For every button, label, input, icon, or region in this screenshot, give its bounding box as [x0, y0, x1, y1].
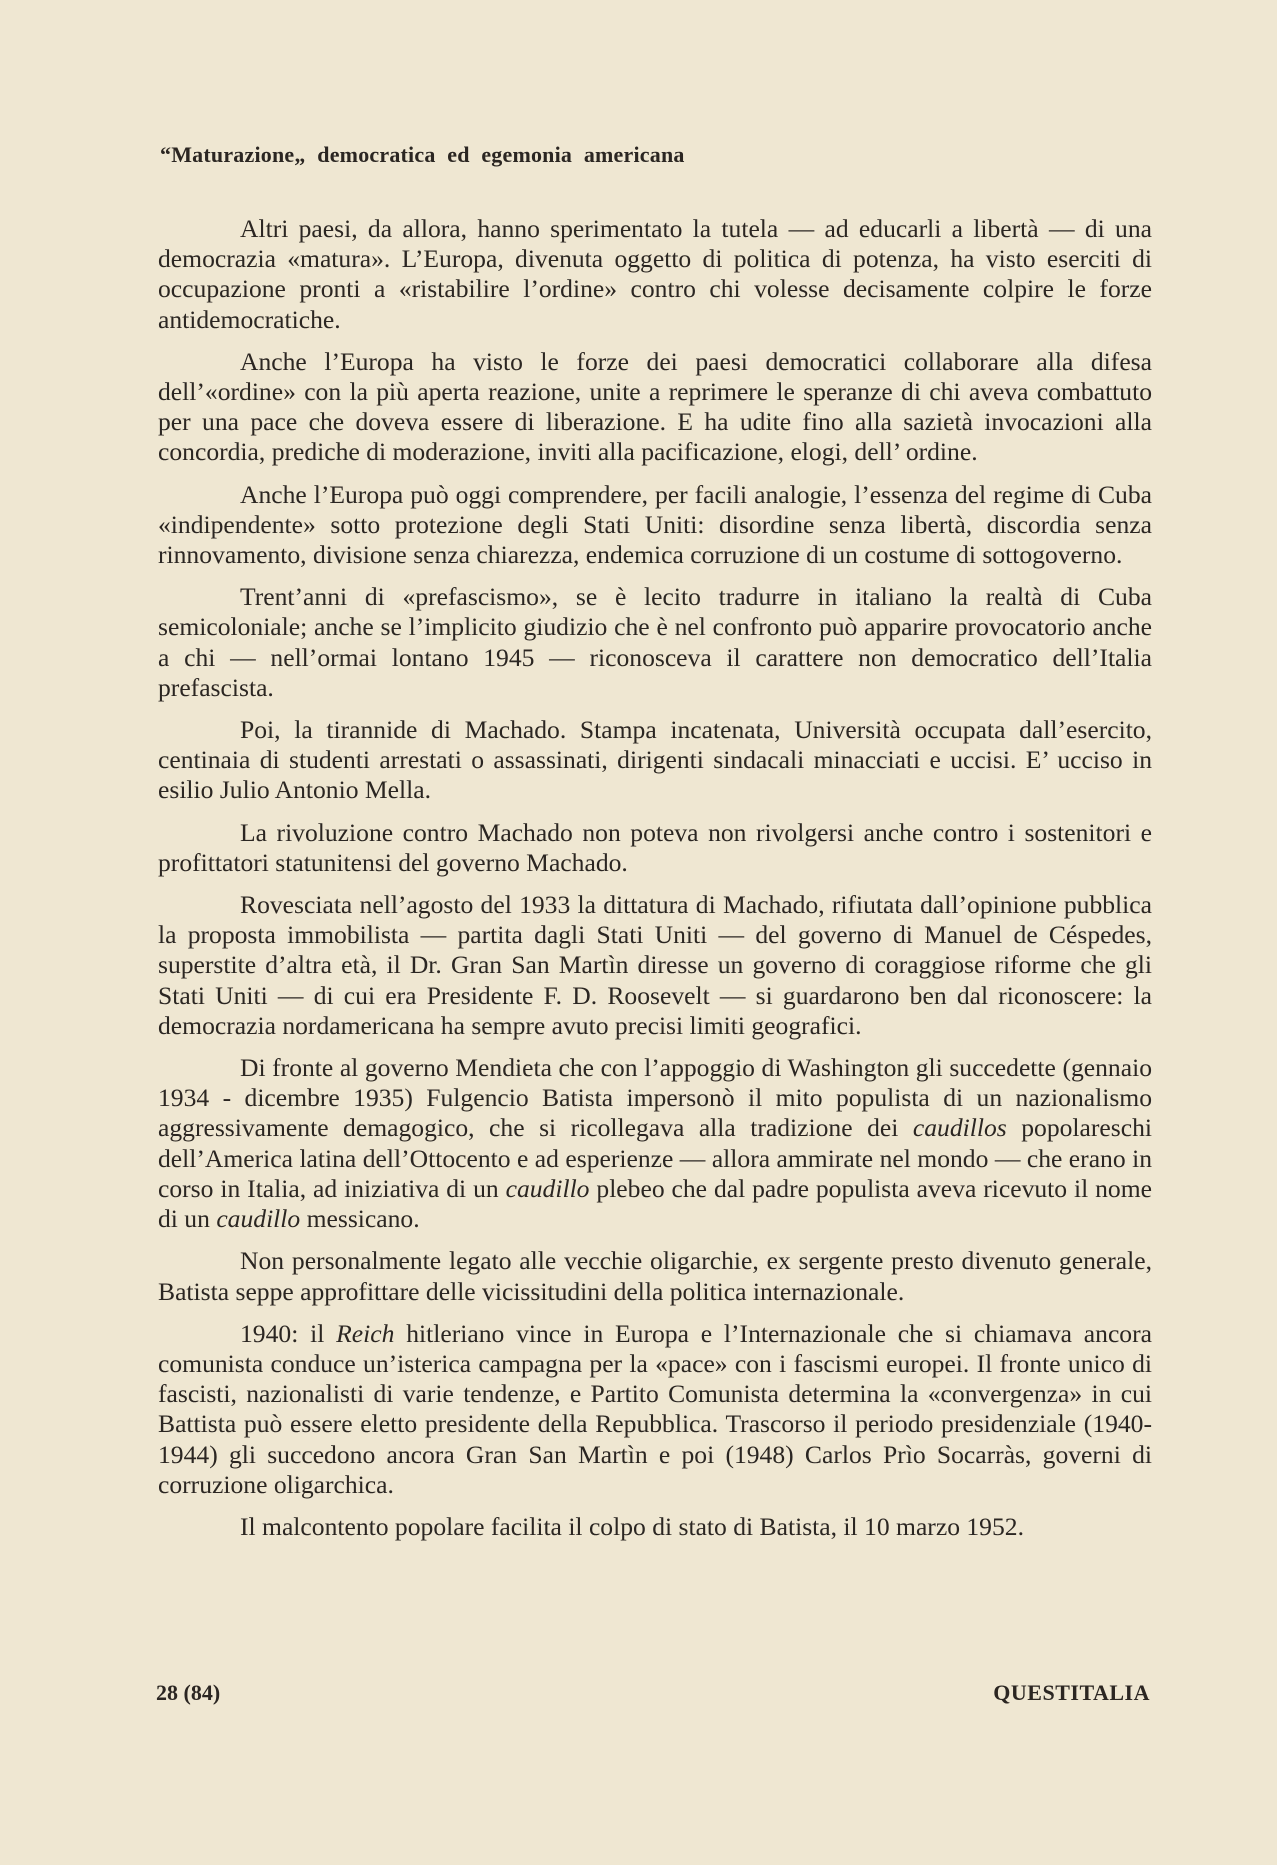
italic-term: Reich — [336, 1318, 395, 1348]
journal-name: QUESTITALIA — [993, 1680, 1150, 1705]
paragraph-10-text-1: 1940: il — [240, 1318, 337, 1348]
paragraph-4: Trent’anni di «prefascismo», se è lecito tradurre in italiano la realtà di Cuba semicoloniale; anche se l’implicito giudizio che è nel confronto può apparire provocatorio anche a chi — nell’ormai lontano 1945 — riconosceva il carattere non democratico dell’Italia prefascista. — [158, 582, 1152, 702]
paragraph-7: Rovesciata nell’agosto del 1933 la dittatura di Machado, rifiutata dall’opinione pubblica la proposta immobilista — partita dagli Stati Uniti — del governo di Manuel de Céspedes, superstite d’altra età, il Dr. Gran San Martìn diresse un governo di coraggiose riforme che gli Stati Uniti — di cui era Presidente F. D. Roosevelt — si guardarono ben dal riconoscere: la democrazia nordamericana ha sempre avuto precisi limiti geografici. — [158, 890, 1152, 1040]
paragraph-8-text-2: popolareschi dell’America latina dell’Ottocento e ad esperienze — allora ammirate nel mondo — che erano in corso in Italia, ad iniziativa di un — [158, 1113, 1152, 1203]
paragraph-8-text-3: plebeo che dal padre populista aveva ricevuto il nome di un — [158, 1173, 1152, 1234]
paragraph-10 — [158, 1319, 1152, 1500]
paragraph-8 — [158, 1053, 1152, 1234]
paragraph-10-text-2: hitleriano vince in Europa e l’Internazionale che si chiamava ancora comunista conduce un’isterica campagna per la «pace» con i fascismi europei. Il fronte unico di fascisti, nazionalisti di varie tendenze, e Partito Comunista determina la «convergenza» in cui Battista può essere eletto presidente della Repubblica. Trascorso il periodo presidenziale (1940-1944) gli succedono ancora Gran San Martìn e poi (1948) Carlos Prìo Socarràs, governi di corruzione oligarchica. — [158, 1318, 1152, 1499]
paragraph-8-text-1: Di fronte al governo Mendieta che con l’appoggio di Washington gli succedette (gennaio 1934 - dicembre 1935) Fulgencio Batista impersonò il mito populista di un nazionalismo aggressivamente demagogico, che si ricollegava alla tradizione dei — [158, 1053, 1152, 1143]
paragraph-3: Anche l’Europa può oggi comprendere, per facili analogie, l’essenza del regime di Cuba «indipendente» sotto protezione degli Stati Uniti: disordine senza libertà, discordia senza rinnovamento, divisione senza chiarezza, endemica corruzione di un costume di sottogoverno. — [158, 479, 1152, 570]
paragraph-2: Anche l’Europa ha visto le forze dei paesi democratici collaborare alla difesa dell’«ordine» con la più aperta reazione, unite a reprimere le speranze di chi aveva combattuto per una pace che doveva essere di liberazione. E ha udite fino alla sazietà invocazioni alla concordia, prediche di moderazione, inviti alla pacificazione, elogi, dell’ ordine. — [158, 346, 1152, 467]
page-number: 28 (84) — [156, 1680, 221, 1705]
italic-term: caudillo — [505, 1173, 590, 1203]
paragraph-1: Altri paesi, da allora, hanno sperimentato la tutela — ad educarli a libertà — di una democrazia «matura». L’Europa, divenuta oggetto di politica di potenza, ha visto eserciti di occupazione pronti a «ristabilire l’ordine» contro chi volesse decisamente colpire le forze antidemocratiche. — [158, 214, 1152, 334]
article-body — [158, 214, 1152, 1554]
paragraph-5: Poi, la tirannide di Machado. Stampa incatenata, Università occupata dall’esercito, centinaia di studenti arrestati o assassinati, dirigenti sindacali minacciati e uccisi. E’ ucciso in esilio Julio Antonio Mella. — [158, 715, 1152, 805]
italic-term: caudillo — [216, 1204, 301, 1234]
paragraph-8-text-4: messicano. — [300, 1204, 420, 1234]
running-title: “Maturazione„ democratica ed egemonia americana — [160, 142, 685, 167]
paragraph-9: Non personalmente legato alle vecchie oligarchie, ex sergente presto divenuto generale, Batista seppe approfittare delle vicissitudini della politica internazionale. — [158, 1246, 1152, 1306]
italic-term: caudillos — [912, 1113, 1007, 1143]
paragraph-6: La rivoluzione contro Machado non poteva non rivolgersi anche contro i sostenitori e profittatori statunitensi del governo Machado. — [158, 817, 1152, 877]
paragraph-11: Il malcontento popolare facilita il colpo di stato di Batista, il 10 marzo 1952. — [240, 1511, 1024, 1541]
